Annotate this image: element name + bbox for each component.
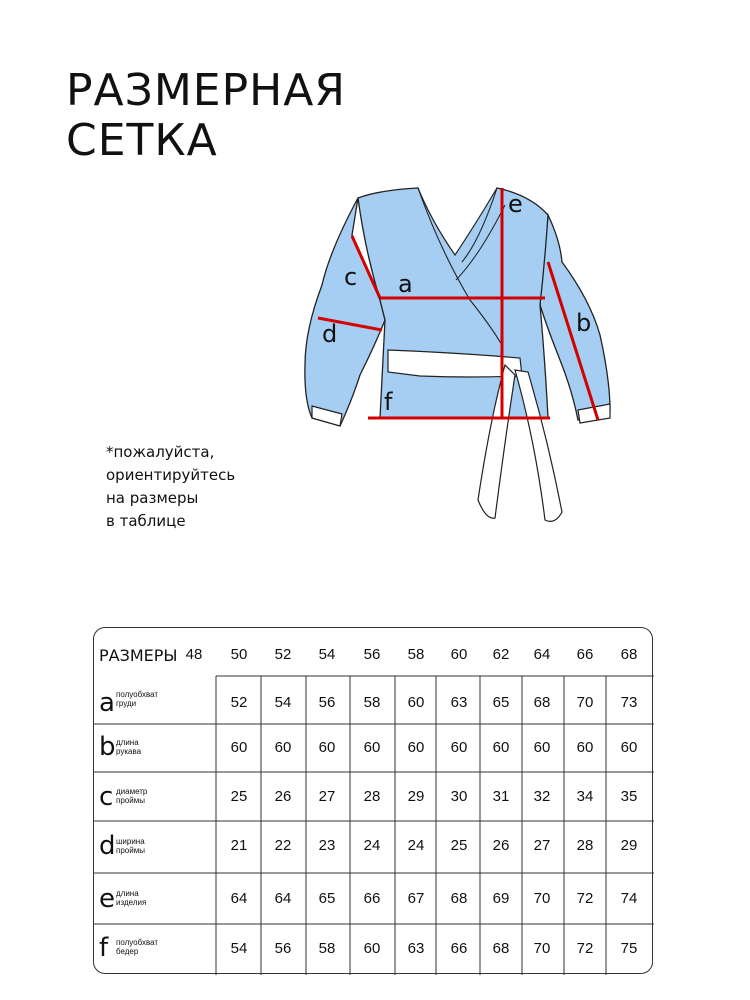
table-cell: 60	[450, 739, 468, 756]
table-cell: 68	[450, 890, 468, 907]
table-cell: 35	[620, 788, 638, 805]
table-cell: 31	[492, 788, 510, 805]
table-cell: 66	[363, 890, 381, 907]
note-line: *пожалуйста,	[106, 443, 215, 461]
table-cell: 63	[450, 694, 468, 711]
table-cell: 21	[230, 837, 248, 854]
table-cell: 74	[620, 890, 638, 907]
row-description: диаметр проймы	[116, 787, 148, 805]
note-line: на размеры	[106, 489, 199, 507]
table-cell: 34	[576, 788, 594, 805]
diagram-label-c: c	[344, 263, 358, 291]
row-description: длина рукава	[116, 738, 142, 756]
table-cell: 60	[318, 739, 336, 756]
note-line: ориентируйтесь	[106, 466, 236, 484]
diagram-label-d: d	[322, 320, 338, 348]
table-cell: 25	[230, 788, 248, 805]
table-cell: 29	[407, 788, 425, 805]
size-header: 50	[230, 646, 248, 663]
table-cell: 65	[492, 694, 510, 711]
table-cell: 67	[407, 890, 425, 907]
diagram-label-a: a	[398, 270, 413, 298]
table-cell: 65	[318, 890, 336, 907]
table-cell: 24	[363, 837, 381, 854]
table-cell: 28	[576, 837, 594, 854]
table-cell: 56	[274, 940, 292, 957]
sizes-header-label: РАЗМЕРЫ	[99, 646, 178, 665]
table-cell: 58	[363, 694, 381, 711]
row-letter: c	[99, 782, 114, 812]
table-cell: 73	[620, 694, 638, 711]
table-cell: 24	[407, 837, 425, 854]
size-header: 66	[576, 646, 594, 663]
table-cell: 75	[620, 940, 638, 957]
table-cell: 68	[533, 694, 551, 711]
table-cell: 54	[230, 940, 248, 957]
table-cell: 60	[230, 739, 248, 756]
table-cell: 63	[407, 940, 425, 957]
row-letter: d	[99, 831, 116, 861]
table-cell: 60	[407, 694, 425, 711]
row-letter: e	[99, 884, 115, 914]
title-line-2: СЕТКА	[66, 115, 218, 166]
table-cell: 22	[274, 837, 292, 854]
table-cell: 54	[274, 694, 292, 711]
table-cell: 56	[318, 694, 336, 711]
table-cell: 60	[576, 739, 594, 756]
row-description: полуобхват бедер	[116, 938, 159, 956]
table-cell: 60	[363, 739, 381, 756]
size-header: 64	[533, 646, 551, 663]
table-cell: 60	[363, 940, 381, 957]
title-line-1: РАЗМЕРНАЯ	[66, 65, 346, 116]
table-cell: 64	[230, 890, 248, 907]
table-cell: 64	[274, 890, 292, 907]
table-cell: 26	[274, 788, 292, 805]
table-cell: 60	[492, 739, 510, 756]
table-cell: 32	[533, 788, 551, 805]
diagram-label-e: e	[508, 190, 523, 218]
garment-illustration	[290, 178, 630, 536]
table-cell: 30	[450, 788, 468, 805]
size-header: 58	[407, 646, 425, 663]
size-note	[106, 441, 235, 533]
size-header: 56	[363, 646, 381, 663]
table-cell: 58	[318, 940, 336, 957]
size-header: 60	[450, 646, 468, 663]
diagram-label-f: f	[384, 388, 393, 416]
size-table	[93, 627, 653, 974]
table-cell: 70	[533, 890, 551, 907]
size-header: 62	[492, 646, 510, 663]
size-header: 68	[620, 646, 638, 663]
table-cell: 69	[492, 890, 510, 907]
row-letter: f	[99, 933, 109, 963]
row-letter: a	[99, 688, 115, 718]
table-cell: 60	[620, 739, 638, 756]
table-cell: 29	[620, 837, 638, 854]
table-cell: 72	[576, 890, 594, 907]
size-header: 54	[318, 646, 336, 663]
table-cell: 70	[576, 694, 594, 711]
size-header: 52	[274, 646, 292, 663]
table-cell: 28	[363, 788, 381, 805]
table-cell: 70	[533, 940, 551, 957]
page-title	[66, 66, 346, 166]
note-line: в таблице	[106, 512, 186, 530]
table-cell: 60	[533, 739, 551, 756]
table-cell: 66	[450, 940, 468, 957]
table-cell: 26	[492, 837, 510, 854]
right-sleeve	[540, 215, 610, 420]
table-cell: 27	[533, 837, 551, 854]
table-cell: 60	[407, 739, 425, 756]
row-description: ширина проймы	[116, 837, 145, 855]
table-cell: 60	[274, 739, 292, 756]
table-cell: 27	[318, 788, 336, 805]
table-cell: 68	[492, 940, 510, 957]
table-cell: 25	[450, 837, 468, 854]
table-cell: 72	[576, 940, 594, 957]
row-letter: b	[99, 732, 116, 762]
table-cell: 23	[318, 837, 336, 854]
size-header: 48	[185, 646, 203, 663]
diagram-label-b: b	[576, 309, 592, 337]
table-cell: 52	[230, 694, 248, 711]
row-description: длина изделия	[116, 889, 147, 907]
row-description: полуобхват груди	[116, 690, 159, 708]
